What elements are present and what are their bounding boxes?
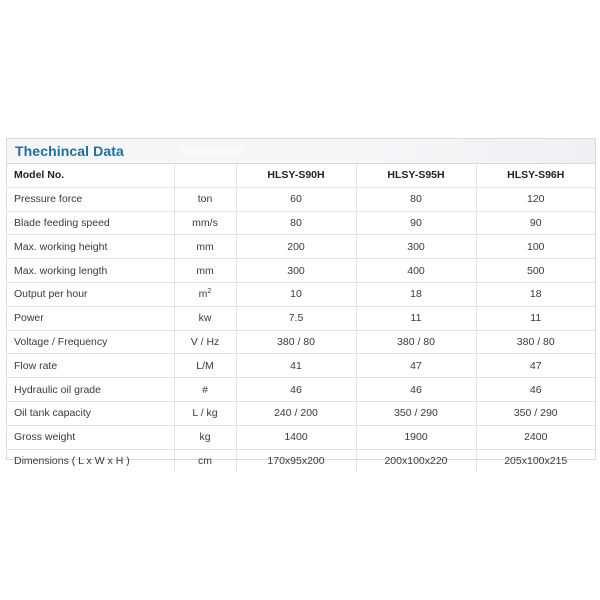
unit-cell: L/M (174, 354, 236, 378)
unit-cell: cm (174, 449, 236, 472)
value-cell: 120 (476, 187, 595, 211)
value-cell: 380 / 80 (356, 330, 476, 354)
table-row (7, 259, 595, 283)
header-model-cell: HLSY-S96H (476, 164, 595, 187)
value-cell: 1400 (236, 425, 356, 449)
value-cell: 41 (236, 354, 356, 378)
param-cell: Pressure force (7, 187, 174, 211)
blurred-watermark (177, 146, 247, 155)
table-row (7, 330, 595, 354)
param-cell: Blade feeding speed (7, 211, 174, 235)
value-cell: 46 (236, 378, 356, 402)
param-cell: Max. working height (7, 235, 174, 259)
unit-superscript: 2 (207, 288, 212, 296)
unit-cell: mm (174, 235, 236, 259)
table-row (7, 425, 595, 449)
param-cell: Hydraulic oil grade (7, 378, 174, 402)
param-cell: Gross weight (7, 425, 174, 449)
value-cell: 60 (236, 187, 356, 211)
header-model-cell: HLSY-S95H (356, 164, 476, 187)
unit-cell: mm (174, 259, 236, 283)
value-cell: 80 (356, 187, 476, 211)
param-cell: Dimensions ( L x W x H ) (7, 449, 174, 472)
param-cell: Oil tank capacity (7, 401, 174, 425)
param-cell: Voltage / Frequency (7, 330, 174, 354)
value-cell: 18 (356, 282, 476, 306)
technical-data-panel (6, 138, 596, 467)
value-cell: 300 (236, 259, 356, 283)
value-cell: 46 (476, 378, 595, 402)
unit-cell: kg (174, 425, 236, 449)
value-cell: 200x100x220 (356, 449, 476, 472)
header-unit-cell (174, 164, 236, 187)
value-cell: 47 (356, 354, 476, 378)
table-row (7, 235, 595, 259)
value-cell: 11 (356, 306, 476, 330)
header-model-cell: HLSY-S90H (236, 164, 356, 187)
value-cell: 380 / 80 (236, 330, 356, 354)
value-cell: 47 (476, 354, 595, 378)
value-cell: 1900 (356, 425, 476, 449)
value-cell: 18 (476, 282, 595, 306)
param-cell: Power (7, 306, 174, 330)
value-cell: 350 / 290 (356, 401, 476, 425)
value-cell: 400 (356, 259, 476, 283)
table-row (7, 354, 595, 378)
table-row (7, 449, 595, 472)
table-row (7, 401, 595, 425)
value-cell: 300 (356, 235, 476, 259)
value-cell: 10 (236, 282, 356, 306)
value-cell: 500 (476, 259, 595, 283)
value-cell: 7.5 (236, 306, 356, 330)
value-cell: 200 (236, 235, 356, 259)
unit-base: m (198, 288, 208, 301)
param-cell: Flow rate (7, 354, 174, 378)
value-cell: 90 (476, 211, 595, 235)
table-row (7, 306, 595, 330)
unit-cell (174, 282, 236, 306)
param-cell: Max. working length (7, 259, 174, 283)
unit-cell: ton (174, 187, 236, 211)
value-cell: 46 (356, 378, 476, 402)
unit-cell: # (174, 378, 236, 402)
unit-cell: mm/s (174, 211, 236, 235)
value-cell: 11 (476, 306, 595, 330)
param-cell: Output per hour (7, 282, 174, 306)
panel-title-bar (7, 139, 595, 164)
table-row (7, 187, 595, 211)
unit-cell: L / kg (174, 401, 236, 425)
unit-cell: V / Hz (174, 330, 236, 354)
unit-cell: kw (174, 306, 236, 330)
table-row (7, 378, 595, 402)
table-header-row (7, 164, 595, 187)
table-row (7, 282, 595, 306)
value-cell: 90 (356, 211, 476, 235)
table-row (7, 211, 595, 235)
spec-table (7, 164, 595, 472)
value-cell: 170x95x200 (236, 449, 356, 472)
value-cell: 205x100x215 (504, 454, 568, 467)
panel-title: Thechincal Data (15, 143, 124, 159)
header-param-cell: Model No. (7, 164, 174, 187)
value-cell: 2400 (476, 425, 595, 449)
value-cell: 380 / 80 (476, 330, 595, 354)
value-cell: 240 / 200 (236, 401, 356, 425)
value-cell: 350 / 290 (476, 401, 595, 425)
value-cell: 100 (476, 235, 595, 259)
value-cell: 80 (236, 211, 356, 235)
